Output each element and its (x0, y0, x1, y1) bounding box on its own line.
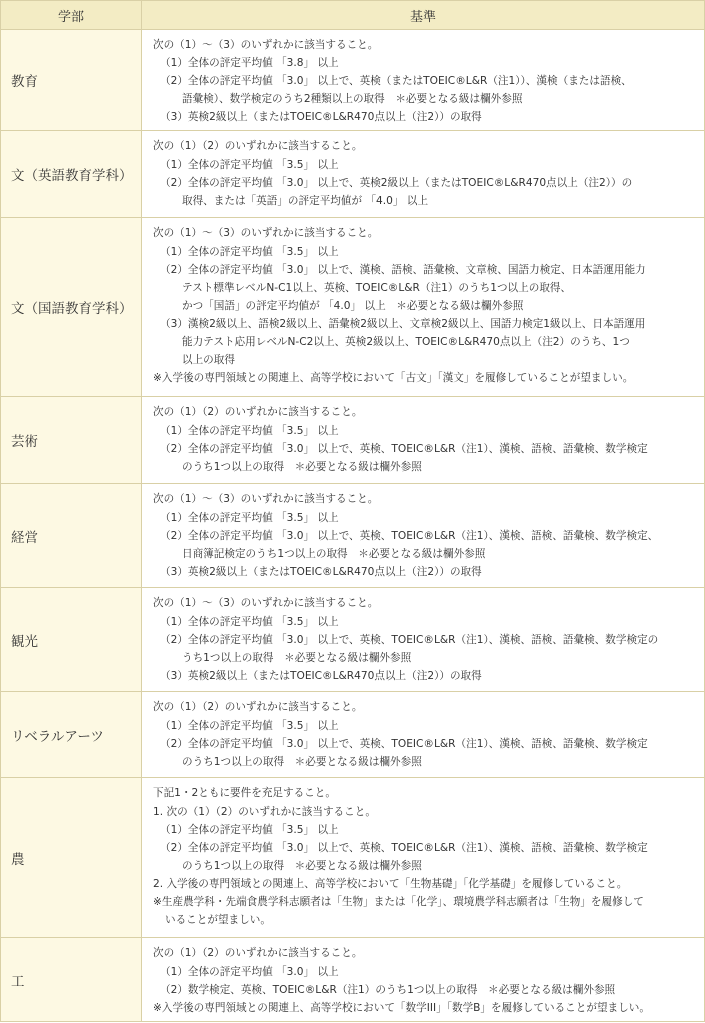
criteria-cell (142, 692, 705, 778)
criteria-line: のうち1つ以上の取得 ＊必要となる級は欄外参照 (182, 460, 422, 473)
criteria-line: のうち1つ以上の取得 ＊必要となる級は欄外参照 (182, 755, 422, 768)
criteria-line: （2）全体の評定平均値 「3.0」 以上で、英検（またはTOEIC®L&R（注1））、漢検（または語検、 (160, 75, 632, 88)
faculty-name: 工 (1, 938, 142, 1021)
criteria-line: うち1つ以上の取得 ＊必要となる級は欄外参照 (182, 651, 412, 664)
criteria-cell (142, 131, 705, 218)
criteria-line: （3）英検2級以上（またはTOEIC®L&R470点以上（注2））の取得 (160, 565, 482, 578)
criteria-line: （2）全体の評定平均値 「3.0」 以上で、英検、TOEIC®L&R（注1）、漢検、語検、語彙検、数学検定、 (160, 529, 659, 542)
criteria-line: 次の（1）〜（3）のいずれかに該当すること。 (153, 597, 379, 610)
criteria-line: （1）全体の評定平均値 「3.8」 以上 (160, 57, 339, 70)
criteria-line: 次の（1）（2）のいずれかに該当すること。 (153, 701, 363, 714)
criteria-line: （3）英検2級以上（またはTOEIC®L&R470点以上（注2））の取得 (160, 669, 482, 682)
criteria-line: 1. 次の（1）（2）のいずれかに該当すること。 (153, 805, 376, 818)
criteria-line: （2）全体の評定平均値 「3.0」 以上で、英検、TOEIC®L&R（注1）、漢検、語検、語彙検、数学検定 (160, 841, 648, 854)
criteria-line: 次の（1）（2）のいずれかに該当すること。 (153, 140, 363, 153)
criteria-line: （3）英検2級以上（またはTOEIC®L&R470点以上（注2））の取得 (160, 111, 482, 124)
criteria-cell (142, 588, 705, 692)
criteria-line: 能力テスト応用レベルN-C2以上、英検2級以上、TOEIC®L&R470点以上（注2）のうち、1つ (182, 336, 630, 349)
criteria-line: のうち1つ以上の取得 ＊必要となる級は欄外参照 (182, 859, 422, 872)
criteria-line: テスト標準レベルN-C1以上、英検、TOEIC®L&R（注1）のうち1つ以上の取得、 (182, 281, 572, 294)
criteria-line: （2）全体の評定平均値 「3.0」 以上で、漢検、語検、語彙検、文章検、国語力検定、日本語運用能力 (160, 263, 646, 276)
criteria-cell (142, 218, 705, 397)
table-row (1, 397, 705, 484)
criteria-line: （1）全体の評定平均値 「3.5」 以上 (160, 511, 339, 524)
criteria-line: かつ「国語」の評定平均値が 「4.0」 以上 ＊必要となる級は欄外参照 (182, 299, 524, 312)
table-row (1, 131, 705, 218)
criteria-line: 下記1・2ともに要件を充足すること。 (153, 787, 336, 800)
criteria-line: （2）全体の評定平均値 「3.0」 以上で、英検、TOEIC®L&R（注1）、漢検、語検、語彙検、数学検定 (160, 737, 648, 750)
criteria-note: ※入学後の専門領域との関連上、高等学校において「数学III」「数学B」を履修していることが望ましい。 (153, 1001, 650, 1014)
table-header-row (1, 1, 705, 30)
criteria-line: （3）漢検2級以上、語検2級以上、語彙検2級以上、文章検2級以上、国語力検定1級以上、日本語運用 (160, 317, 646, 330)
criteria-cell (142, 397, 705, 484)
criteria-line: 日商簿記検定のうち1つ以上の取得 ＊必要となる級は欄外参照 (182, 547, 486, 560)
faculty-name: 教育 (1, 30, 142, 131)
criteria-line: 次の（1）〜（3）のいずれかに該当すること。 (153, 227, 379, 240)
criteria-line: 次の（1）（2）のいずれかに該当すること。 (153, 406, 363, 419)
table-row (1, 692, 705, 778)
criteria-cell (142, 938, 705, 1021)
criteria-line: （2）全体の評定平均値 「3.0」 以上で、英検2級以上（またはTOEIC®L&R470点以上（注2））の (160, 176, 633, 189)
criteria-line: （1）全体の評定平均値 「3.0」 以上 (160, 965, 339, 978)
criteria-line: （2）全体の評定平均値 「3.0」 以上で、英検、TOEIC®L&R（注1）、漢検、語検、語彙検、数学検定 (160, 442, 648, 455)
criteria-line: （1）全体の評定平均値 「3.5」 以上 (160, 424, 339, 437)
criteria-cell (142, 778, 705, 938)
criteria-line: 次の（1）〜（3）のいずれかに該当すること。 (153, 39, 379, 51)
criteria-note: いることが望ましい。 (165, 914, 271, 927)
faculty-name: リベラルアーツ (1, 692, 142, 778)
table-row (1, 778, 705, 938)
faculty-name: 農 (1, 778, 142, 938)
table-row (1, 30, 705, 131)
criteria-line: 語彙検）、数学検定のうち2種類以上の取得 ＊必要となる級は欄外参照 (182, 93, 523, 106)
criteria-line: （2）全体の評定平均値 「3.0」 以上で、英検、TOEIC®L&R（注1）、漢検、語検、語彙検、数学検定の (160, 633, 659, 646)
table-row (1, 588, 705, 692)
faculty-name: 観光 (1, 588, 142, 692)
criteria-cell (142, 484, 705, 588)
table-row (1, 484, 705, 588)
faculty-name: 経営 (1, 484, 142, 588)
criteria-line: （1）全体の評定平均値 「3.5」 以上 (160, 719, 339, 732)
criteria-line: （1）全体の評定平均値 「3.5」 以上 (160, 158, 339, 171)
faculty-name: 文（英語教育学科） (1, 131, 142, 218)
criteria-line: （2）数学検定、英検、TOEIC®L&R（注1）のうち1つ以上の取得 ＊必要となる級は欄外参照 (160, 983, 616, 996)
criteria-line: 2. 入学後の専門領域との関連上、高等学校において「生物基礎」「化学基礎」を履修していること。 (153, 877, 628, 890)
faculty-column-header: 学部 (1, 1, 142, 30)
table-row (1, 938, 705, 1021)
criteria-line: （1）全体の評定平均値 「3.5」 以上 (160, 823, 339, 836)
faculty-name: 芸術 (1, 397, 142, 484)
criteria-line: （1）全体の評定平均値 「3.5」 以上 (160, 245, 339, 258)
criteria-column-header: 基準 (142, 1, 705, 30)
criteria-line: 次の（1）〜（3）のいずれかに該当すること。 (153, 493, 379, 506)
criteria-line: 次の（1）（2）のいずれかに該当すること。 (153, 947, 363, 960)
faculty-name: 文（国語教育学科） (1, 218, 142, 397)
criteria-note: ※入学後の専門領域との関連上、高等学校において「古文」「漢文」を履修していることが望ましい。 (153, 372, 634, 385)
criteria-note: ※生産農学科・先端食農学科志願者は「生物」または「化学」、環境農学科志願者は「生物」を履修して (153, 896, 644, 909)
table-row (1, 218, 705, 397)
criteria-line: （1）全体の評定平均値 「3.5」 以上 (160, 615, 339, 628)
criteria-line: 以上の取得 (182, 354, 235, 367)
criteria-cell (142, 30, 705, 131)
criteria-line: 取得、または「英語」の評定平均値が 「4.0」 以上 (182, 194, 429, 207)
